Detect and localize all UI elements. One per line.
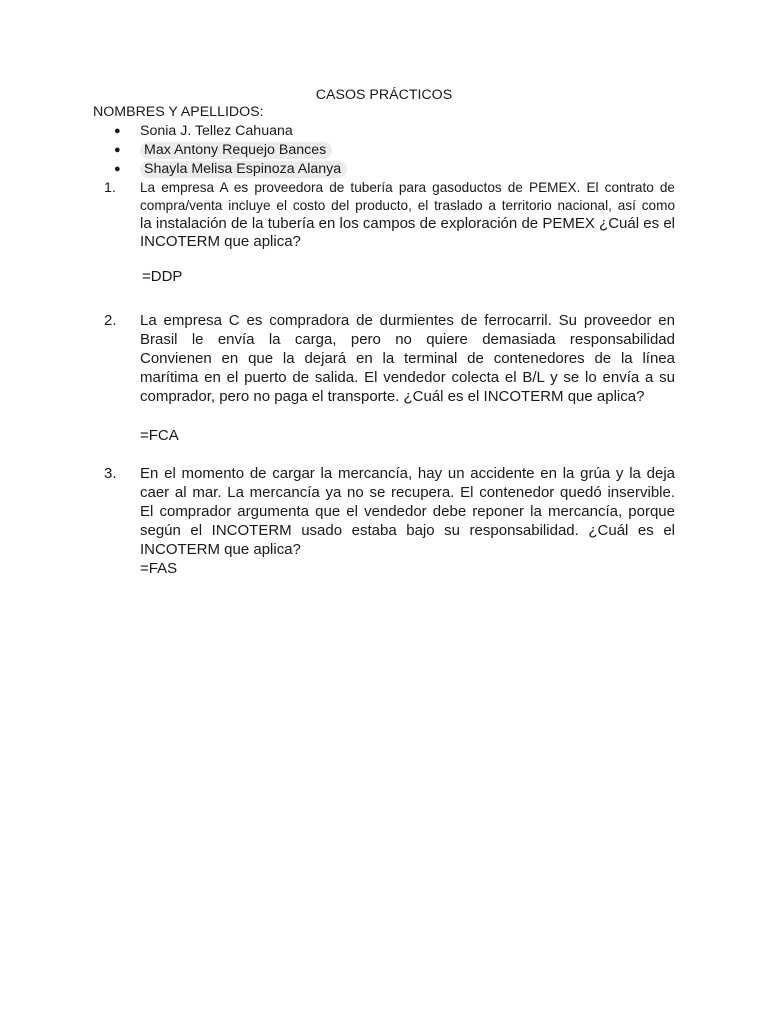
document-title: CASOS PRÁCTICOS — [315, 87, 453, 103]
answer-text: =FAS — [140, 560, 178, 577]
list-item — [114, 122, 347, 141]
question-line: comprador, pero no paga el transporte. ¿Cuál es el INCOTERM que aplica? — [140, 388, 645, 405]
bullet-icon: ● — [114, 163, 121, 175]
question-line: El comprador argumenta que el vendedor debe reponer la mercancía, porque — [140, 503, 675, 520]
question-line: marítima en el puerto de salida. El vendedor colecta el B/L y se lo envía a su — [140, 369, 675, 386]
question-body — [140, 311, 675, 445]
question-line: La empresa A es proveedora de tubería para gasoductos de PEMEX. El contrato de — [140, 180, 675, 195]
answer-text: =FCA — [140, 427, 179, 444]
list-item — [114, 160, 347, 179]
name-text: Sonia J. Tellez Cahuana — [140, 123, 293, 139]
question-1 — [100, 179, 675, 286]
question-line: compra/venta incluye el costo del producto, el traslado a territorio nacional, así como — [140, 198, 675, 213]
question-line: En el momento de cargar la mercancía, hay un accidente en la grúa y la deja — [140, 465, 675, 482]
names-heading: NOMBRES Y APELLIDOS: — [93, 104, 264, 120]
answer-text: =DDP — [142, 268, 183, 285]
question-line: según el INCOTERM usado estaba bajo su responsabilidad. ¿Cuál es el — [140, 522, 675, 539]
question-line: Brasil le envía la carga, pero no quiere demasiada responsabilidad — [140, 331, 675, 348]
question-number: 3. — [104, 465, 117, 482]
question-3 — [100, 464, 675, 578]
question-body — [140, 464, 675, 578]
list-item — [114, 141, 347, 160]
question-line: INCOTERM que aplica? — [140, 541, 301, 558]
bullet-icon: ● — [114, 125, 121, 137]
question-line: Convienen en que la dejará en la terminal de contenedores de la línea — [140, 350, 675, 367]
question-number: 1. — [104, 180, 116, 196]
question-number: 2. — [104, 312, 117, 329]
name-chip[interactable]: Shayla Melisa Espinoza Alanya — [140, 161, 347, 178]
question-line: La empresa C es compradora de durmientes de ferrocarril. Su proveedor en — [140, 312, 675, 329]
bullet-icon: ● — [114, 144, 121, 156]
question-body — [140, 179, 675, 286]
name-chip[interactable]: Max Antony Requejo Bances — [140, 142, 332, 159]
question-2 — [100, 311, 675, 445]
question-line: la instalación de la tubería en los campos de exploración de PEMEX ¿Cuál es el — [140, 215, 675, 232]
names-list — [114, 122, 347, 179]
question-line: caer al mar. La mercancía ya no se recupera. El contenedor quedó inservible. — [140, 484, 675, 501]
question-line: INCOTERM que aplica? — [140, 233, 301, 250]
